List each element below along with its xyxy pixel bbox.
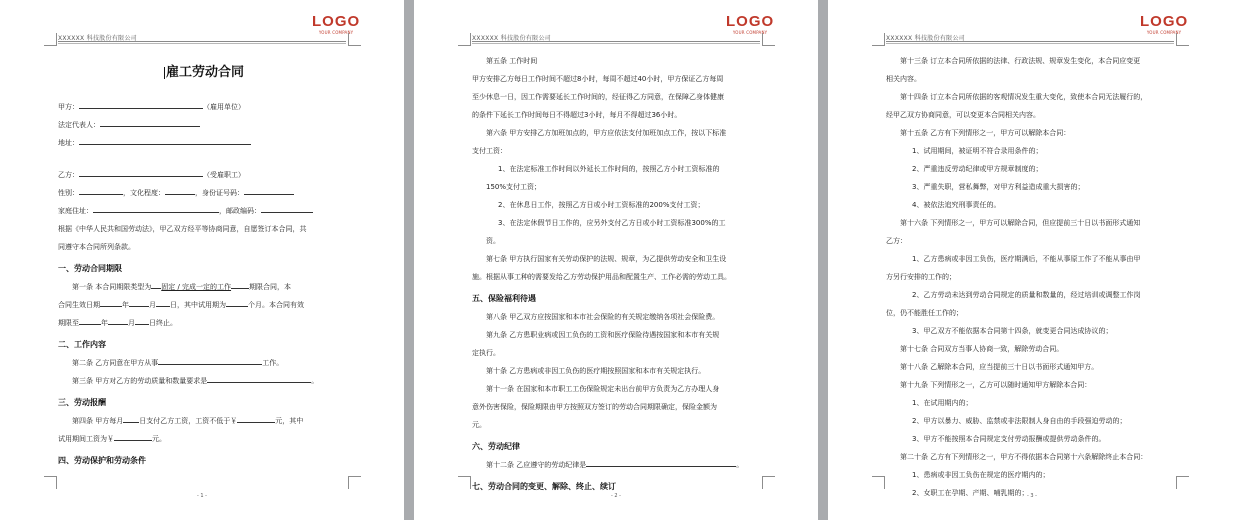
text-line: 第十四条 订立本合同所依据的客观情况发生重大变化，致使本合同无法履行的， [900, 93, 1148, 101]
article-12-line: 第十二条 乙应遵守的劳动纪律是 。 [472, 456, 764, 474]
address-line: 地址： [58, 134, 350, 152]
text-line: 相关内容。 [886, 75, 921, 83]
text-line: 3、甲方不能按照本合同规定支付劳动报酬或提供劳动条件的。 [912, 435, 1106, 443]
section-6-heading: 六、劳动纪律 [472, 442, 520, 451]
text-line: 第十八条 乙解除本合同，应当提前三十日以书面形式通知甲方。 [900, 363, 1099, 371]
text-line: 第十五条 乙方有下列情形之一，甲方可以解除本合同： [900, 129, 1071, 137]
crop-mark [762, 33, 775, 46]
header-rule [472, 41, 760, 44]
text-line: 2、甲方以暴力、威胁、监禁或非法限制人身自由的手段强迫劳动的； [912, 417, 1127, 425]
text-line: 第十一条 在国家和本市职工工伤保险规定未出台前甲方负责为乙方办理人身 [486, 385, 720, 393]
text-line: 第六条 甲方安排乙方加班加点的，甲方应依法支付加班加点工作，按以下标准 [486, 129, 727, 137]
party-b-line: 乙方： （受雇职工） [58, 166, 350, 184]
text-line: 3、严重失职，营私舞弊，对甲方利益造成重大损害的； [912, 183, 1085, 191]
section-4-heading: 四、劳动保护和劳动条件 [58, 456, 146, 465]
logo-subtext: YOUR COMPANY [1146, 30, 1182, 35]
text-line: 方另行安排的工作的； [886, 273, 956, 281]
header-company: XXXXXX 科技股份有限公司 [58, 35, 138, 42]
page-number: - 1 - [197, 493, 207, 499]
section-5-heading: 五、保险福利待遇 [472, 294, 536, 303]
text-line: 2、在休息日工作，按照乙方日或小时工资标准的200%支付工资； [498, 201, 705, 209]
section-3-heading: 三、劳动报酬 [58, 398, 106, 407]
text-line: 定执行。 [472, 349, 500, 357]
preamble-line-2: 同遵守本合同所列条款。 [58, 243, 135, 251]
document-title: 雇工劳动合同 [165, 65, 244, 80]
text-line: 第二十条 乙方有下列情形之一，甲方不得依据本合同第十六条解除终止本合同： [900, 453, 1148, 461]
text-line: 2、严重违反劳动纪律或甲方规章制度的； [912, 165, 1043, 173]
crop-mark [458, 33, 471, 46]
company-logo [312, 14, 360, 35]
text-line: 元。 [472, 421, 486, 429]
company-logo [726, 14, 774, 35]
text-line: 第十九条 下列情形之一，乙方可以随时通知甲方解除本合同： [900, 381, 1092, 389]
text-line: 150%支付工资； [486, 183, 542, 191]
text-line: 第十三条 订立本合同所依据的法律、行政法规、规章发生变化，本合同应变更 [900, 57, 1141, 65]
company-logo [1140, 14, 1188, 35]
text-line: 2、女职工在孕期、产期、哺乳期的； [912, 489, 1029, 497]
text-line: 甲方安排乙方每日工作时间不超过8小时，每周不超过40小时，甲方保证乙方每周 [472, 75, 724, 83]
text-line: 第十七条 合同双方当事人协商一致，解除劳动合同。 [900, 345, 1064, 353]
text-line: 第五条 工作时间 [486, 57, 538, 65]
text-line: 1、在法定标准工作时间以外延长工作时间的，按照乙方小时工资标准的 [498, 165, 720, 173]
text-line: 第九条 乙方患职业病或因工负伤的工资和医疗保险待遇按国家和本市有关规 [486, 331, 720, 339]
crop-mark [458, 476, 471, 489]
crop-mark [44, 33, 57, 46]
logo-subtext: YOUR COMPANY [732, 30, 768, 35]
document-page-3 [828, 0, 1236, 520]
crop-mark [348, 33, 361, 46]
article-1-line-3: 期限至 年 月 日终止。 [58, 314, 350, 332]
text-line: 1、试用期间，被证明不符合录用条件的； [912, 147, 1043, 155]
party-b-info-line: 性别： ，文化程度： ，身份证号码： [58, 184, 350, 202]
text-line: 乙方： [886, 237, 907, 245]
text-line: 经甲乙双方协商同意，可以变更本合同相关内容。 [886, 111, 1040, 119]
text-line: 施。根据从事工种的需要发给乙方劳动保护用品和配置生产、工作必需的劳动工具。 [472, 273, 731, 281]
page-number: - 2 - [611, 493, 621, 499]
page-number: - 3 - [1027, 493, 1037, 499]
text-line: 位，仍不能胜任工作的； [886, 309, 963, 317]
text-cursor [164, 67, 165, 79]
section-1-heading: 一、劳动合同期限 [58, 264, 122, 273]
text-line: 支付工资： [472, 147, 507, 155]
page-3-body[interactable] [886, 52, 1178, 502]
text-line: 2、乙方劳动未达到劳动合同规定的质量和数量的，经过培训或调整工作岗 [912, 291, 1141, 299]
crop-mark [44, 476, 57, 489]
text-line: 第十条 乙方患病或非因工负伤的医疗期按照国家和本市有关规定执行。 [486, 367, 706, 375]
text-line: 3、在法定休假节日工作的，应另外支付乙方日或小时工资标准300%的工 [498, 219, 726, 227]
document-page-1 [0, 0, 404, 520]
text-line: 资。 [486, 237, 500, 245]
text-line: 1、患病或非因工负伤在规定的医疗期内的； [912, 471, 1050, 479]
logo-text: LOGO [726, 13, 775, 30]
logo-subtext: YOUR COMPANY [318, 30, 354, 35]
text-line: 3、甲乙双方不能依据本合同第十四条，就变更合同达成协议的； [912, 327, 1113, 335]
text-line: 第十六条 下列情形之一，甲方可以解除合同，但应提前三十日以书面形式通知 [900, 219, 1141, 227]
section-2-heading: 二、工作内容 [58, 340, 106, 349]
header-company: XXXXXX 科技股份有限公司 [472, 35, 552, 42]
logo-text: LOGO [1140, 13, 1189, 30]
article-4-line-1: 第四条 甲方每月 日支付乙方工资，工资不低于￥ 元，其中 [58, 412, 350, 430]
text-line: 的条件下延长工作时间每日不得超过3小时，每月不得超过36小时。 [472, 111, 682, 119]
page-1-body[interactable] [58, 58, 350, 470]
article-3-line: 第三条 甲方对乙方的劳动质量和数量要求是 。 [58, 372, 350, 390]
text-line: 第七条 甲方执行国家有关劳动保护的法规、规章，为乙提供劳动安全和卫生设 [486, 255, 727, 263]
page-2-body[interactable] [472, 52, 764, 496]
article-1-line-1: 第一条 本合同期限类型为 固定 / 完成一定的工作 期限合同，本 [58, 278, 350, 296]
header-rule [58, 41, 346, 44]
text-line: 4、被依法追究刑事责任的。 [912, 201, 1001, 209]
header-company: XXXXXX 科技股份有限公司 [886, 35, 966, 42]
text-line: 意外伤害保险，保险期限由甲方按照双方签订的劳动合同期限确定，保险金额为 [472, 403, 717, 411]
article-2-line: 第二条 乙方同意在甲方从事 工作。 [58, 354, 350, 372]
document-page-2 [414, 0, 818, 520]
text-line: 1、在试用期内的； [912, 399, 973, 407]
crop-mark [872, 476, 885, 489]
section-7-heading: 七、劳动合同的变更、解除、终止、续订 [472, 482, 616, 491]
home-address-line: 家庭住址： ，邮政编码： [58, 202, 350, 220]
crop-mark [1176, 33, 1189, 46]
party-a-line: 甲方： （雇用单位） [58, 98, 350, 116]
legal-rep-line: 法定代表人： [58, 116, 350, 134]
article-4-line-2: 试用期间工资为￥ 元。 [58, 430, 350, 448]
article-1-line-2: 合同生效日期 年 月 日，其中试用期为 个月。本合同有效 [58, 296, 350, 314]
text-line: 1、乙方患病或非因工负伤，医疗期满后，不能从事原工作了不能从事由甲 [912, 255, 1141, 263]
header-rule [886, 41, 1174, 44]
text-line: 至少休息一日，因工作需要延长工作时间的，经征得乙方同意，在保障乙身体健康 [472, 93, 724, 101]
logo-text: LOGO [312, 13, 361, 30]
crop-mark [348, 476, 361, 489]
text-line: 第八条 甲乙双方应按国家和本市社会保险的有关规定缴纳各项社会保险费。 [486, 313, 720, 321]
crop-mark [872, 33, 885, 46]
preamble-line-1: 根据《中华人民共和国劳动法》，甲乙双方经平等协商同意，自愿签订本合同，共 [58, 225, 307, 233]
